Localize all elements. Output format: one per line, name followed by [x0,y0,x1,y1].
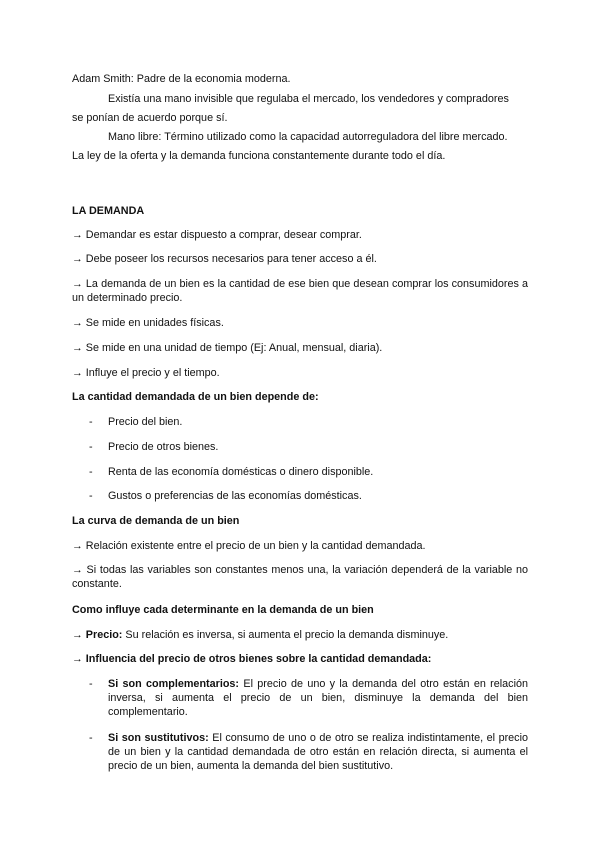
otros-bienes-heading: → Influencia del precio de otros bienes sobre la cantidad demandada: [72,653,432,665]
section-heading-demanda: LA DEMANDA [72,205,145,217]
section-heading-cantidad: La cantidad demandada de un bien depende de: [72,391,319,403]
curva-item: → Relación existente entre el precio de un bien y la cantidad demandada. [72,540,426,552]
precio-label: Precio: [85,629,123,641]
section-heading-curva: La curva de demanda de un bien [72,515,240,527]
demanda-item: → Demandar es estar dispuesto a comprar, desear comprar. [72,229,362,241]
intro-line-adam-smith: Adam Smith: Padre de la economia moderna. [72,73,291,85]
complementarios-item [108,677,528,719]
list-bullet: - [89,466,93,478]
section-heading-influye: Como influye cada determinante en la demanda de un bien [72,604,374,616]
intro-line-ley-oferta: La ley de la oferta y la demanda funciona constantemente durante todo el día. [72,150,446,162]
list-bullet: - [89,416,93,428]
complementarios-text: El precio de uno y la demanda del otro están en relación inversa, si aumenta el precio de un bien, disminuye la demanda del bien complementario. [108,678,528,718]
demanda-item: → Se mide en unidades físicas. [72,317,224,329]
demanda-item: → Debe poseer los recursos necesarios para tener acceso a él. [72,253,377,265]
intro-line-mano-invisible: Existía una mano invisible que regulaba el mercado, los vendedores y compradores [108,93,509,105]
arrow-glyph: → [72,629,86,641]
precio-line [72,628,528,642]
intro-line-acuerdo: se ponían de acuerdo porque sí. [72,112,228,124]
curva-item: → Si todas las variables son constantes menos una, la variación dependerá de la variable no constante. [72,564,528,590]
list-item: Renta de las economía domésticas o dinero disponible. [108,466,374,478]
intro-line-mano-libre: Mano libre: Término utilizado como la capacidad autorreguladora del libre mercado. [108,131,508,143]
sustitutivos-item [108,731,528,773]
list-item: Precio del bien. [108,416,183,428]
complementarios-label: Si son complementarios: [108,678,240,690]
list-bullet: - [89,441,93,453]
demanda-item: → Se mide en una unidad de tiempo (Ej: Anual, mensual, diaria). [72,342,383,354]
list-item: Gustos o preferencias de las economías domésticas. [108,490,362,502]
list-bullet: - [89,490,93,502]
precio-text: Su relación es inversa, si aumenta el precio la demanda disminuye. [122,629,449,641]
demanda-item: → Influye el precio y el tiempo. [72,367,220,379]
list-bullet: - [89,732,93,744]
sustitutivos-text: El consumo de uno o de otro se realiza indistintamente, el precio de un bien y la cantidad demandada de otro están en relación directa, si aumenta el precio de un bien, aumenta la demanda del bien sustitutivo. [108,732,528,772]
list-bullet: - [89,678,93,690]
list-item: Precio de otros bienes. [108,441,219,453]
demanda-item: → La demanda de un bien es la cantidad de ese bien que desean comprar los consumidores a un determinado precio. [72,278,528,304]
sustitutivos-label: Si son sustitutivos: [108,732,209,744]
